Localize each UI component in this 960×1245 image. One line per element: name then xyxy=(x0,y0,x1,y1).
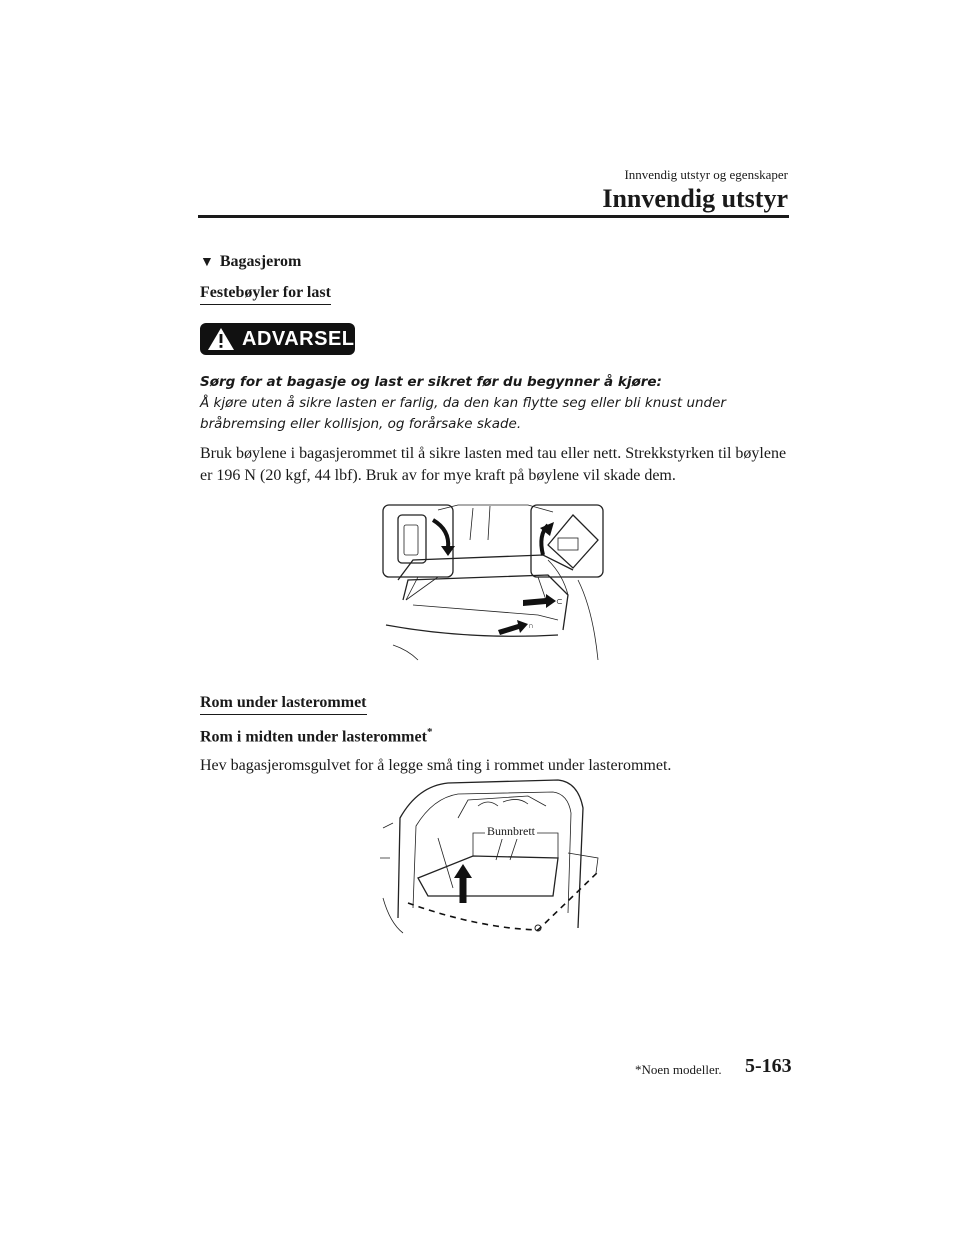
warning-triangle-icon xyxy=(206,326,236,352)
page-number: 5-163 xyxy=(745,1055,792,1077)
paragraph-under-floor: Hev bagasjeromsgulvet for å legge små ting i rommet under lasterommet. xyxy=(200,757,672,774)
warning-badge-text: ADVARSEL xyxy=(242,327,355,350)
center-compartment-text: Rom i midten under lasterommet xyxy=(200,728,427,746)
cargo-hooks-illustration xyxy=(378,500,608,668)
subheading-cargo-hooks: Festebøyler for last xyxy=(200,284,331,305)
some-models-mark: * xyxy=(426,726,433,738)
warning-text xyxy=(200,372,790,435)
main-heading xyxy=(200,253,301,271)
svg-text:∩: ∩ xyxy=(528,621,534,630)
warning-lead: Sørg for at bagasje og last er sikret før du begynner å kjøre: xyxy=(200,374,662,390)
main-heading-text: Bagasjerom xyxy=(219,253,302,270)
section-title: Innvendig utstyr xyxy=(602,184,788,213)
subheading-center-compartment xyxy=(200,726,432,746)
triangle-down-icon: ▼ xyxy=(200,255,214,270)
svg-text:⊂: ⊂ xyxy=(556,597,563,606)
warning-body: Å kjøre uten å sikre lasten er farlig, da den kan flytte seg eller bli knust under bråbremsing eller kollisjon, og forårsake skade. xyxy=(200,395,726,432)
subheading-under-floor: Rom under lasterommet xyxy=(200,694,367,715)
header-rule xyxy=(198,215,789,218)
paragraph-cargo-hooks: Bruk bøylene i bagasjerommet til å sikre lasten med tau eller nett. Strekkstyrken til bøylene er 196 N (20 kgf, 44 lbf). Bruk av for mye kraft på bøylene vil skade dem. xyxy=(200,445,787,484)
warning-badge xyxy=(200,323,355,355)
under-floor-storage-illustration xyxy=(378,778,603,938)
footnote: *Noen modeller. xyxy=(635,1062,722,1077)
chapter-title: Innvendig utstyr og egenskaper xyxy=(624,167,788,182)
floor-board-label: Bunnbrett xyxy=(487,824,535,838)
